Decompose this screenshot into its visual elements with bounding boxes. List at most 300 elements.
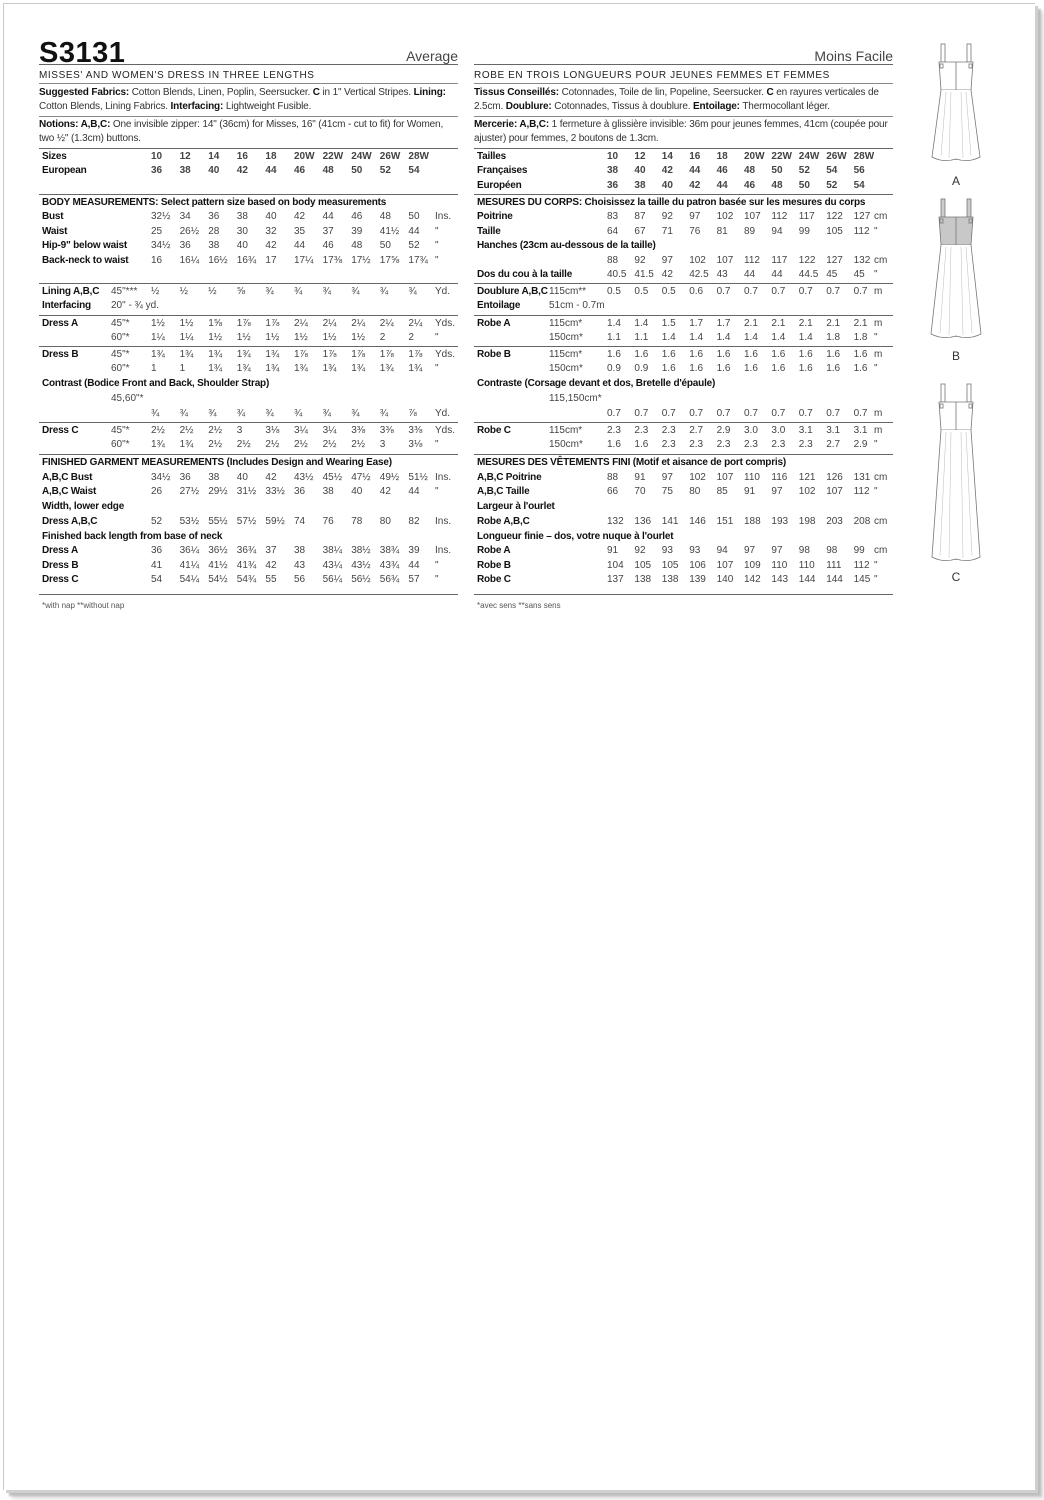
cell-value: 43 [294, 559, 306, 571]
cell-value: 20W [294, 151, 315, 162]
cell-value: 1¾ [408, 363, 423, 374]
dress-a-illustration [929, 42, 983, 188]
cell-value: 91 [634, 472, 646, 483]
cell-value: ¾ [294, 286, 303, 297]
table-row [474, 392, 893, 406]
divider [39, 422, 458, 423]
cell-value: 136 [634, 516, 652, 527]
divider [474, 148, 893, 149]
cell-value: 14 [661, 151, 673, 162]
cell-value: 1.6 [661, 363, 676, 374]
fabric-width: 45"* [111, 425, 130, 436]
cell-value: 107 [744, 211, 761, 222]
cell-value: 1¾ [208, 349, 223, 360]
view-label: B [951, 349, 960, 363]
cell-value: 46 [716, 165, 728, 176]
dress-b-drawing-icon [929, 197, 983, 347]
table-row [474, 285, 893, 299]
table-row [39, 573, 458, 587]
cell-value: 2 [379, 332, 386, 343]
cell-value: 17 [265, 255, 277, 267]
cell-value: 1⅞ [236, 318, 251, 329]
cell-value: 39 [408, 545, 420, 556]
table-row [39, 544, 458, 558]
row-label: Robe C [477, 574, 511, 586]
row-label: Waist [42, 225, 68, 237]
unit: " [435, 225, 439, 237]
cell-value: 16¼ [179, 255, 200, 267]
cell-value: 56 [294, 574, 306, 586]
cell-value: 66 [607, 486, 619, 497]
unit: " [874, 363, 878, 374]
cell-value: 54 [151, 574, 163, 586]
cell-value: 0.7 [771, 286, 786, 297]
cell-value: 1.8 [826, 332, 841, 343]
cell-value: 1⅞ [351, 349, 366, 360]
cell-value: 88 [607, 472, 619, 483]
table-row [39, 392, 458, 406]
divider [39, 116, 458, 117]
cell-value: 1.6 [744, 349, 758, 360]
cell-value: 14 [208, 151, 220, 162]
cell-value: 1¾ [179, 439, 194, 450]
table-row [474, 164, 893, 178]
cell-value: 48 [322, 165, 334, 176]
cell-value: 1 [179, 363, 186, 374]
unit: m [874, 318, 883, 329]
fabric-width: 150cm* [549, 439, 583, 450]
cell-value: 127 [826, 255, 843, 266]
cell-value: 76 [689, 226, 701, 237]
fabric-width: 45,60"* [111, 393, 144, 404]
suggested-fabrics: Suggested Fabrics: Cotton Blends, Linen, Poplin, Seersucker. C in 1" Vertical Stripes. Lining: Cotton Blends, Lining Fabrics. Interfacing: Lightweight Fusible. [39, 87, 446, 112]
cell-value: 32½ [151, 211, 171, 222]
cell-value: 98 [798, 545, 810, 556]
cell-value: 16¾ [236, 255, 257, 267]
unit: Yd. [435, 286, 451, 297]
cell-value: 16½ [208, 255, 228, 267]
cell-value: 26 [151, 486, 163, 497]
cell-value: 0.7 [826, 286, 841, 297]
cell-value: 17½ [351, 255, 371, 267]
cell-value: 1¾ [351, 363, 366, 374]
fabric-width: 150cm* [549, 332, 583, 343]
cell-value: 42 [661, 269, 673, 280]
table-row [39, 317, 458, 331]
cell-value: 1¼ [151, 332, 165, 343]
cell-value: 112 [853, 486, 870, 497]
cell-value: 1¾ [151, 439, 165, 450]
unit: " [874, 332, 878, 343]
cell-value: 26W [379, 151, 401, 162]
cell-value: 3⅜ [408, 425, 423, 436]
cell-value: 3⅜ [379, 425, 394, 436]
row-label: Robe B [477, 559, 511, 571]
cell-value: 42 [265, 472, 277, 483]
unit: cm [874, 255, 888, 266]
row-label: Taille [477, 226, 501, 237]
pattern-title: ROBE EN TROIS LONGUEURS POUR JEUNES FEMMES ET FEMMES [474, 70, 830, 81]
table-row [474, 254, 893, 268]
cell-value: 82 [408, 516, 420, 527]
cell-value: 45 [853, 269, 865, 280]
cell-value: 1.6 [771, 349, 786, 360]
fabric-width: 60"* [111, 332, 130, 343]
cell-value: 2½ [179, 425, 194, 436]
cell-value: 0.9 [607, 363, 621, 374]
row-label: Sizes [42, 151, 67, 162]
cell-value: 1.6 [634, 349, 649, 360]
cell-value: 36¼ [179, 545, 200, 556]
fabric-width: 115,150cm* [549, 393, 602, 404]
table-row [39, 164, 458, 178]
cell-value: 1.4 [798, 332, 813, 343]
cell-value: 1.1 [607, 332, 621, 343]
row-label: Dress A [42, 318, 79, 329]
table-row [474, 150, 893, 164]
cell-value: 40 [236, 472, 248, 483]
cell-value: 39 [351, 225, 363, 237]
cell-value: 1½ [179, 318, 194, 329]
cell-value: 28 [208, 225, 220, 237]
cell-value: 38 [208, 240, 220, 252]
cell-value: 2¼ [408, 318, 423, 329]
cell-value: 54 [853, 180, 865, 191]
cell-value: 104 [607, 559, 624, 571]
unit: " [435, 332, 439, 343]
cell-value: 16 [151, 255, 163, 267]
unit: Yds. [435, 318, 456, 329]
cell-value: 107 [716, 255, 734, 266]
cell-value: 41¼ [179, 559, 200, 571]
cell-value: 105 [661, 559, 679, 571]
cell-value: 1.6 [798, 363, 813, 374]
section-heading: Contrast (Bodice Front and Back, Shoulder Strap) [42, 378, 270, 389]
cell-value: 57 [408, 574, 420, 586]
cell-value: 3 [379, 439, 386, 450]
table-row [474, 268, 893, 282]
cell-value: 1.6 [826, 349, 841, 360]
cell-value: 144 [798, 574, 816, 586]
cell-value: 3¼ [294, 425, 308, 436]
cell-value: 3⅛ [408, 439, 423, 450]
cell-value: 43½ [351, 559, 371, 571]
cell-value: 40.5 [607, 269, 627, 280]
table-row [39, 348, 458, 362]
cell-value: 1¼ [179, 332, 194, 343]
suggested-fabrics: Tissus Conseillés: Cotonnades, Toile de lin, Popeline, Seersucker. C en rayures verticales de 2.5cm. Doublure: Cotonnades, Tissus à doublure. Entoilage: Thermocollant léger. [474, 87, 879, 112]
cell-value: 0.5 [661, 286, 676, 297]
cell-value: 112 [853, 559, 870, 571]
cell-value: 54¼ [179, 574, 200, 586]
cell-value: 56¼ [322, 574, 343, 586]
cell-value: 48 [379, 211, 391, 222]
cell-value: ¾ [151, 408, 160, 419]
cell-value: ¾ [351, 408, 360, 419]
unit: " [874, 439, 878, 450]
cell-value: 97 [771, 486, 783, 497]
cell-value: 50 [379, 240, 391, 252]
section-heading: BODY MEASUREMENTS: Select pattern size based on body measurements [42, 197, 387, 208]
cell-value: 3.1 [798, 425, 813, 436]
cell-value: 92 [661, 211, 673, 222]
cell-value: 56½ [351, 574, 371, 586]
cell-value: 2½ [208, 425, 223, 436]
cell-value: 45 [826, 269, 838, 280]
cell-value: ¾ [379, 408, 389, 419]
cell-value: 2.3 [689, 439, 704, 450]
cell-value: 67 [634, 226, 646, 237]
cell-value: 137 [607, 574, 624, 586]
row-label: Entoilage [477, 300, 521, 311]
cell-value: 56 [853, 165, 865, 176]
cell-value: 34 [179, 211, 191, 222]
cell-value: ¾ [351, 286, 360, 297]
cell-value: 0.5 [607, 286, 621, 297]
cell-value: 41 [151, 559, 163, 571]
cell-value: ½ [151, 286, 160, 297]
unit: Ins. [435, 472, 452, 483]
cell-value: 1½ [236, 332, 251, 343]
cell-value: 37 [265, 545, 277, 556]
cell-value: 38¾ [379, 545, 400, 556]
cell-value: 36 [607, 180, 619, 191]
notions: Mercerie: A,B,C: 1 fermeture à glissière invisible: 36m pour jeunes femmes, 41cm (coupée pour ajuster) pour femmes, 2 boutons de 1.3cm. [474, 119, 888, 144]
cell-value: 43½ [294, 472, 314, 483]
cell-value: 49½ [379, 472, 400, 483]
table-row [474, 407, 893, 421]
cell-value: 131 [853, 472, 871, 483]
cell-value: 1⅞ [265, 318, 280, 329]
cell-value: ¾ [265, 408, 274, 419]
cell-value: 193 [771, 516, 789, 527]
table-row [474, 362, 893, 376]
row-label: Robe A [477, 318, 511, 329]
table-row [474, 299, 893, 313]
divider [39, 83, 458, 84]
cell-value: 2½ [151, 425, 165, 436]
row-label: A,B,C Waist [42, 486, 97, 497]
cell-value: 17¾ [408, 255, 428, 267]
pattern-title: MISSES' AND WOMEN'S DRESS IN THREE LENGTHS [39, 70, 315, 81]
divider [39, 194, 458, 195]
unit: " [435, 363, 439, 374]
cell-value: 55 [265, 574, 277, 586]
cell-value: 74 [294, 516, 306, 527]
cell-value: 105 [826, 226, 843, 237]
cell-value: 1⅝ [208, 318, 223, 329]
cell-value: 97 [771, 545, 783, 556]
cell-value: 12 [179, 151, 191, 162]
section-heading: FINISHED GARMENT MEASUREMENTS (Includes Design and Wearing Ease) [42, 457, 392, 468]
table-row [39, 210, 458, 224]
cell-value: 46 [322, 240, 334, 252]
table-row [39, 485, 458, 499]
section-heading: Contraste (Corsage devant et dos, Bretelle d'épaule) [477, 378, 716, 389]
cell-value: 48 [771, 180, 783, 191]
cell-value: 145 [853, 574, 871, 586]
cell-value: 52 [408, 240, 420, 252]
cell-value: 52 [826, 180, 838, 191]
table-row [39, 424, 458, 438]
table-row [39, 150, 458, 164]
cell-value: 87 [634, 211, 646, 222]
section-heading: Finished back length from base of neck [42, 531, 223, 542]
row-text: 51cm - 0.7m [549, 300, 605, 311]
row-label: Dress A [42, 545, 79, 556]
row-label: Robe C [477, 425, 511, 436]
cell-value: 102 [716, 211, 734, 222]
cell-value: 203 [826, 516, 843, 527]
cell-value: 0.7 [826, 408, 841, 419]
cell-value: 38 [607, 165, 619, 176]
row-label: Dress B [42, 559, 79, 571]
table-row [474, 485, 893, 499]
cell-value: 110 [771, 559, 788, 571]
divider [474, 315, 893, 316]
pattern-number: S3131 [39, 37, 126, 69]
cell-value: 91 [607, 545, 619, 556]
row-label: Dress A,B,C [42, 516, 98, 527]
cell-value: 44 [408, 486, 420, 497]
cell-value: 78 [351, 516, 363, 527]
row-label: Dress B [42, 349, 79, 360]
cell-value: 36 [208, 211, 220, 222]
cell-value: 10 [607, 151, 619, 162]
cell-value: 0.6 [689, 286, 704, 297]
cell-value: ¾ [408, 286, 417, 297]
cell-value: 50 [771, 165, 783, 176]
cell-value: 3.1 [826, 425, 841, 436]
cell-value: 17⅜ [322, 255, 343, 267]
cell-value: 51½ [408, 472, 428, 483]
cell-value: 32 [265, 225, 277, 237]
cell-value: 46 [351, 211, 363, 222]
table-row [39, 331, 458, 345]
row-label: Dress C [42, 574, 79, 586]
unit: m [874, 286, 883, 297]
cell-value: 2½ [208, 439, 223, 450]
section-heading: Longueur finie – dos, votre nuque à l'ourlet [477, 531, 674, 542]
cell-value: 2.3 [607, 425, 621, 436]
cell-value: 50 [351, 165, 363, 176]
cell-value: 44 [716, 180, 728, 191]
cell-value: 1½ [294, 332, 308, 343]
cell-value: 0.7 [689, 408, 704, 419]
unit: " [435, 559, 439, 571]
cell-value: 57½ [236, 516, 257, 527]
cell-value: 17¼ [294, 255, 314, 267]
cell-value: ⅞ [408, 408, 417, 419]
cell-value: 1.4 [607, 318, 621, 329]
cell-value: 1¾ [379, 363, 394, 374]
cell-value: 36½ [208, 545, 228, 556]
cell-value: 38½ [351, 545, 371, 556]
cell-value: 1¾ [236, 363, 251, 374]
cell-value: 102 [798, 486, 816, 497]
cell-value: 112 [744, 255, 760, 266]
divider [474, 422, 893, 423]
cell-value: 0.7 [744, 286, 758, 297]
section-heading: MESURES DES VÊTEMENTS FINI (Motif et aisance de port compris) [477, 457, 786, 468]
divider [474, 116, 893, 117]
cell-value: 42 [689, 180, 701, 191]
table-row [39, 285, 458, 299]
cell-value: 1.4 [634, 318, 649, 329]
cell-value: 42 [379, 486, 391, 497]
cell-value: 1.6 [634, 439, 649, 450]
cell-value: 36 [294, 486, 306, 497]
cell-value: 1.7 [689, 318, 704, 329]
section-heading: Hanches (23cm au-dessous de la taille) [477, 240, 656, 251]
row-label: Robe A,B,C [477, 516, 530, 527]
table-row [474, 331, 893, 345]
divider [474, 594, 893, 595]
cell-value: 48 [351, 240, 363, 252]
table-row [474, 544, 893, 558]
cell-value: 2.3 [716, 439, 731, 450]
cell-value: 138 [634, 574, 652, 586]
unit: " [874, 226, 878, 237]
cell-value: ¾ [379, 286, 389, 297]
table-row [474, 424, 893, 438]
cell-value: 151 [716, 516, 734, 527]
cell-value: 35 [294, 225, 306, 237]
cell-value: 44 [265, 165, 277, 176]
cell-value: 109 [744, 559, 761, 571]
row-label: European [42, 165, 87, 176]
cell-value: 46 [294, 165, 306, 176]
cell-value: 17⅝ [379, 255, 400, 267]
cell-value: 36¾ [236, 545, 257, 556]
cell-value: 80 [379, 516, 391, 527]
cell-value: ¾ [179, 408, 188, 419]
cell-value: 41.5 [634, 269, 654, 280]
cell-value: 2.9 [716, 425, 731, 436]
cell-value: 1 [151, 363, 157, 374]
cell-value: 38 [236, 211, 248, 222]
cell-value: 44 [744, 269, 756, 280]
cell-value: 1¾ [265, 363, 280, 374]
unit: m [874, 349, 883, 360]
cell-value: 18 [716, 151, 728, 162]
cell-value: 1¾ [322, 363, 337, 374]
row-label: Dress C [42, 425, 79, 436]
cell-value: 38 [322, 486, 334, 497]
table-row [474, 225, 893, 239]
cell-value: 139 [689, 574, 706, 586]
cell-value: 54 [408, 165, 420, 176]
cell-value: 22W [322, 151, 344, 162]
cell-value: 0.7 [634, 408, 649, 419]
cell-value: 0.7 [853, 408, 868, 419]
cell-value: 102 [689, 255, 706, 266]
cell-value: 1½ [322, 332, 337, 343]
cell-value: 1.8 [853, 332, 868, 343]
unit: cm [874, 211, 888, 222]
table-row [39, 362, 458, 376]
table-row [39, 299, 458, 313]
cell-value: 111 [826, 559, 842, 571]
cell-value: ½ [208, 286, 217, 297]
cell-value: 26W [826, 151, 847, 162]
cell-value: ¾ [294, 408, 303, 419]
cell-value: 44.5 [798, 269, 819, 280]
cell-value: 1¾ [236, 349, 251, 360]
cell-value: 1.4 [744, 332, 758, 343]
cell-value: 42 [265, 240, 277, 252]
cell-value: 44 [408, 225, 420, 237]
